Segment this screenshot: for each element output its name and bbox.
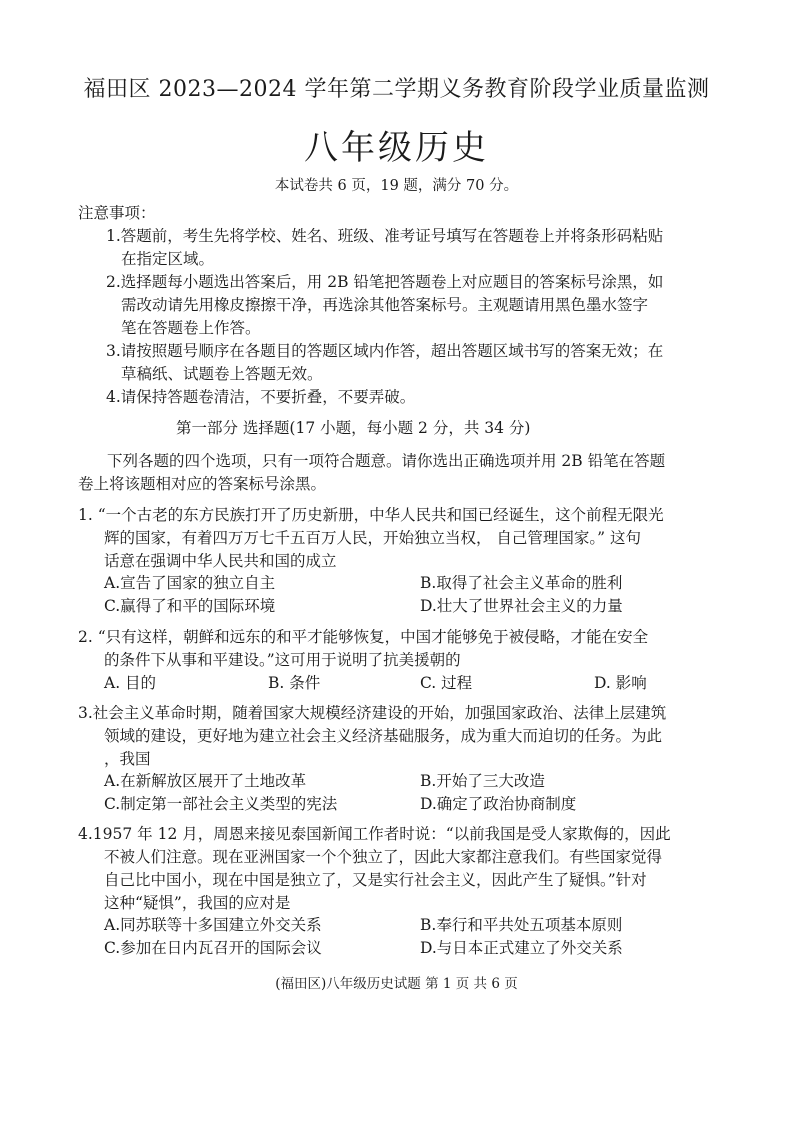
notice-item-1-line-1: 1.答题前，考生先将学校、姓名、班级、准考证号填写在答题卷上并将条形码粘贴	[106, 227, 664, 245]
notice-heading: 注意事项：	[78, 204, 156, 222]
question-1-line-3: 话意在强调中华人民共和国的成立	[104, 552, 337, 570]
exam-summary: 本试卷共 6 页，19 题，满分 70 分。	[274, 178, 519, 194]
notice-item-2-line-3: 笔在答题卷上作答。	[121, 319, 261, 337]
question-2-option-c: C. 过程	[420, 674, 473, 692]
question-3-line-1: 3.社会主义革命时期，随着国家大规模经济建设的开始，加强国家政治、法律上层建筑	[78, 704, 667, 722]
question-3-option-c: C.制定第一部社会主义类型的宪法	[104, 795, 338, 813]
question-4-line-3: 自己比中国小，现在中国是独立了，又是实行社会主义，因此产生了疑惧。”针对	[104, 871, 647, 889]
question-4-option-a: A.同苏联等十多国建立外交关系	[104, 916, 322, 934]
question-3-line-3: ，我国	[104, 750, 151, 768]
notice-item-4-line-1: 4.请保持答题卷清洁，不要折叠，不要弄破。	[106, 388, 416, 406]
question-1-option-b: B.取得了社会主义革命的胜利	[420, 574, 623, 592]
subject-title: 八年级历史	[304, 128, 489, 168]
question-1-line-1: 1. “一个古老的东方民族打开了历史新册，中华人民共和国已经诞生，这个前程无限光	[78, 506, 664, 524]
question-1-option-c: C.赢得了和平的国际环境	[104, 597, 276, 615]
question-2-line-2: 的条件下从事和平建设。”这可用于说明了抗美援朝的	[104, 651, 461, 669]
question-2-option-b: B. 条件	[268, 674, 321, 692]
question-1-line-2: 辉的国家，有着四万万七千五百万人民，开始独立当权， 自己管理国家。” 这句	[104, 529, 642, 547]
question-2-line-1: 2. “只有这样，朝鲜和远东的和平才能够恢复，中国才能够免于被侵略，才能在安全	[78, 628, 649, 646]
question-2-option-a: A. 目的	[104, 674, 157, 692]
notice-item-3-line-1: 3.请按照题号顺序在各题目的答题区域内作答，超出答题区域书写的答案无效；在	[106, 342, 664, 360]
section-instruction-line-2: 卷上将该题相对应的答案标号涂黑。	[78, 475, 327, 493]
notice-item-2-line-2: 需改动请先用橡皮擦擦干净，再选涂其他答案标号。主观题请用黑色墨水签字	[121, 296, 649, 314]
question-4-option-c: C.参加在日内瓦召开的国际会议	[104, 939, 322, 957]
section-instruction-line-1: 下列各题的四个选项，只有一项符合题意。请你选出正确选项并用 2B 铅笔在答题	[107, 452, 666, 470]
question-2-option-d: D. 影响	[594, 674, 647, 692]
section-title: 第一部分 选择题(17 小题，每小题 2 分，共 34 分)	[176, 419, 531, 437]
question-1-option-d: D.壮大了世界社会主义的力量	[420, 597, 623, 615]
question-3-line-2: 领域的建设，更好地为建立社会主义经济基础服务，成为重大而迫切的任务。为此	[104, 727, 663, 745]
question-4-line-1: 4.1957 年 12 月，周恩来接见泰国新闻工作者时说：“以前我国是受人家欺侮的，因此	[78, 825, 671, 843]
page-footer: (福田区)八年级历史试题 第 1 页 共 6 页	[275, 976, 518, 992]
question-4-line-4: 这种“疑惧”，我国的应对是	[104, 894, 291, 912]
question-3-option-a: A.在新解放区展开了土地改革	[104, 772, 307, 790]
notice-item-3-line-2: 草稿纸、试题卷上答题无效。	[121, 365, 323, 383]
question-3-option-b: B.开始了三大改造	[420, 772, 545, 790]
question-4-option-b: B.奉行和平共处五项基本原则	[420, 916, 623, 934]
question-4-option-d: D.与日本正式建立了外交关系	[420, 939, 623, 957]
exam-header-title: 福田区 2023—2024 学年第二学期义务教育阶段学业质量监测	[83, 77, 710, 102]
question-3-option-d: D.确定了政治协商制度	[420, 795, 577, 813]
question-1-option-a: A.宣告了国家的独立自主	[104, 574, 276, 592]
notice-item-1-line-2: 在指定区域。	[121, 250, 215, 268]
notice-item-2-line-1: 2.选择题每小题选出答案后，用 2B 铅笔把答题卷上对应题目的答案标号涂黑，如	[106, 273, 664, 291]
question-4-line-2: 不被人们注意。现在亚洲国家一个个独立了，因此大家都注意我们。有些国家觉得	[104, 848, 663, 866]
